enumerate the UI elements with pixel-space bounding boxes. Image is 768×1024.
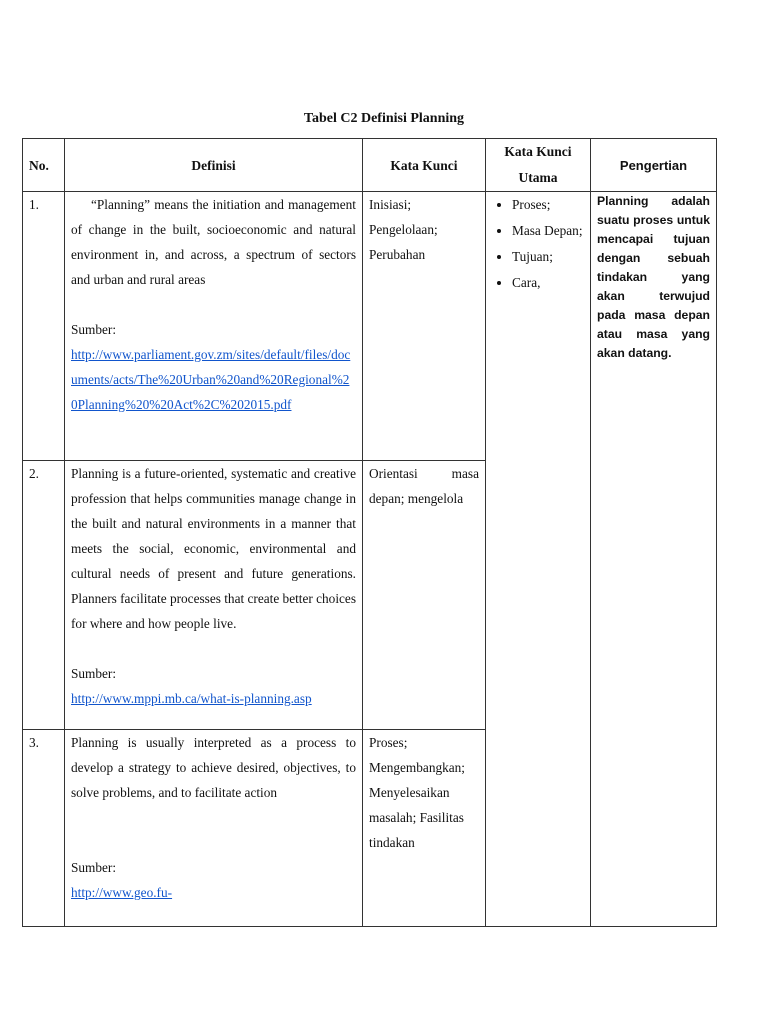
pengertian-text: Planning adalah suatu proses untuk mencapai tujuan dengan sebuah tindakan yang akan terwujud pada masa depan atau masa yang akan datang. [597, 194, 710, 360]
header-kata-kunci: Kata Kunci [363, 139, 486, 192]
definition-text: Planning is a future-oriented, systematic and creative profession that helps communities manage change in the built and natural environments in a manner that meets the social, economic, environmental and cultural needs of present and future generations. Planners facilitate processes that create better choices for where and how people live. [71, 466, 357, 631]
row-number: 3. [23, 730, 65, 927]
keyword-text: Proses; Mengembangkan; Menyelesaikan masalah; Fasilitas tindakan [369, 735, 466, 850]
source-link[interactable]: http://www.mppi.mb.ca/what-is-planning.asp [71, 691, 312, 706]
list-item: • Masa Depan; [512, 218, 584, 244]
list-item: • Tujuan; [512, 244, 584, 270]
header-kata-kunci-utama: Kata Kunci Utama [486, 139, 591, 192]
definition-cell [65, 192, 363, 461]
header-row [23, 139, 717, 192]
list-item: • Proses; [512, 192, 584, 218]
definition-table [22, 138, 717, 927]
definition-text: Planning is usually interpreted as a process to develop a strategy to achieve desired, objectives, to solve problems, and to facilitate action [71, 735, 356, 800]
keyword-cell [363, 730, 486, 927]
source-link[interactable]: http://www.geo.fu- [71, 885, 173, 900]
pengertian-cell [591, 192, 717, 927]
row-number: 1. [23, 192, 65, 461]
header-definisi: Definisi [65, 139, 363, 192]
source-link[interactable]: http://www.parliament.gov.zm/sites/default/files/documents/acts/The%20Urban%20and%20Regional%20Planning%20%20Act%2C%202015.pdf [71, 347, 351, 412]
row-number: 2. [23, 461, 65, 730]
keyword-text: Inisiasi; Pengelolaan; Perubahan [369, 197, 438, 262]
source-label: Sumber: [71, 860, 117, 875]
source-label: Sumber: [71, 666, 117, 681]
source-label: Sumber: [71, 322, 117, 337]
keyword-text: Orientasi masa depan; mengelola [369, 466, 479, 506]
definition-cell [65, 461, 363, 730]
table-row [23, 192, 717, 461]
keyword-cell [363, 461, 486, 730]
table-title: Tabel C2 Definisi Planning [303, 111, 465, 126]
header-no: No. [23, 139, 65, 192]
main-keywords-cell [486, 192, 591, 927]
header-pengertian: Pengertian [591, 139, 717, 192]
definition-cell [65, 730, 363, 927]
main-keywords-list [492, 192, 584, 296]
keyword-cell [363, 192, 486, 461]
definition-text: “Planning” means the initiation and management of change in the built, socioeconomic and natural environment in, and across, a spectrum of sectors and urban and rural areas [71, 197, 356, 287]
list-item: • Cara, [512, 270, 584, 296]
